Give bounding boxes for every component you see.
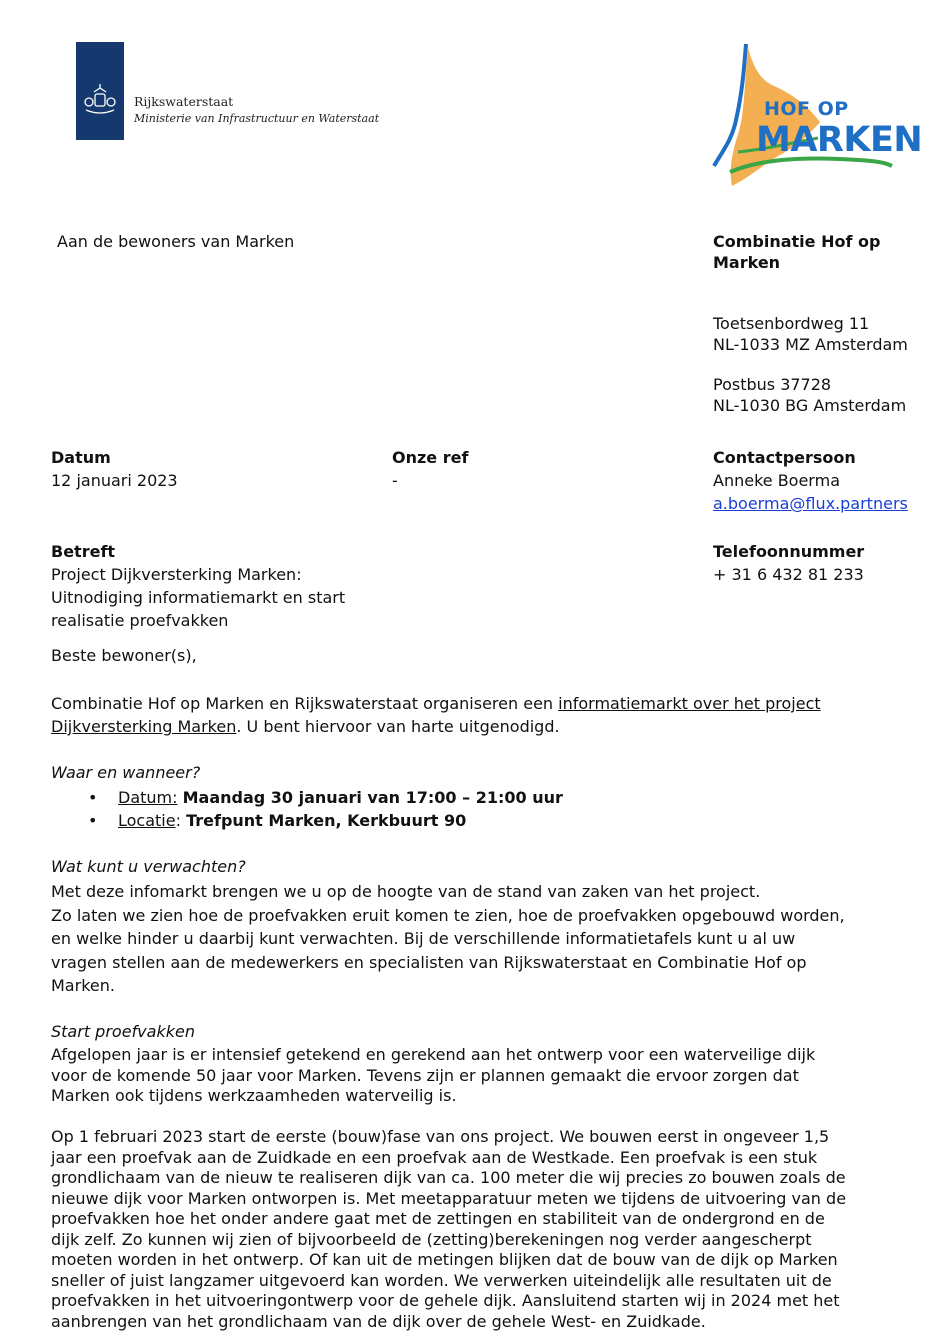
- paragraph-line: aanbrengen van het grondlichaam van de dijk over de gehele West- en Zuidkade.: [51, 1311, 706, 1331]
- sender-address: [713, 314, 908, 355]
- paragraph-line: proefvakken hoe het onder andere gaat met de zettingen en stabiliteit van de ondergrond en de: [51, 1209, 825, 1228]
- betreft-line: realisatie proefvakken: [51, 611, 229, 630]
- sender-street: Toetsenbordweg 11: [713, 314, 870, 333]
- ref-block: [392, 446, 468, 492]
- sender-postbus-number: Postbus 37728: [713, 375, 832, 394]
- list-item-label: Datum:: [118, 788, 178, 807]
- salutation: Beste bewoner(s),: [51, 646, 197, 665]
- contact-name: Anneke Boerma: [713, 471, 840, 490]
- betreft-line: Uitnodiging informatiemarkt en start: [51, 588, 346, 607]
- addressee: Aan de bewoners van Marken: [57, 232, 295, 251]
- list-item-separator: :: [175, 811, 187, 830]
- paragraph-line: Marken ook tijdens werkzaamheden waterveilig is.: [51, 1086, 457, 1105]
- paragraph-line: Op 1 februari 2023 start de eerste (bouw)fase van ons project. We bouwen eerst in ongeveer 1,5: [51, 1127, 830, 1146]
- expect-heading: Wat kunt u verwachten?: [51, 857, 246, 876]
- intro-link-part2[interactable]: Dijkversterking Marken: [51, 717, 237, 736]
- datum-block: [51, 446, 178, 492]
- hof-op-marken-logo: [708, 40, 923, 190]
- royal-crest-icon: [76, 42, 124, 140]
- paragraph-line: voor de komende 50 jaar voor Marken. Tevens zijn er plannen gemaakt die ervoor zorgen dat: [51, 1065, 799, 1085]
- february-paragraph: [51, 1127, 921, 1332]
- phone-value: + 31 6 432 81 233: [713, 565, 864, 584]
- rws-ministry: Ministerie van Infrastructuur en Waterstaat: [134, 112, 380, 125]
- sender-postbus: [713, 375, 906, 416]
- contact-block: [713, 446, 908, 515]
- logo-text-marken: MARKEN: [756, 120, 923, 160]
- rws-name: Rijkswaterstaat: [134, 94, 234, 109]
- list-item: [88, 809, 563, 832]
- paragraph-line: en welke hinder u daarbij kunt verwachten. Bij de verschillende informatietafels kunt u al uw: [51, 929, 796, 948]
- paragraph-line: nieuwe dijk voor Marken ontworpen is. Met meetapparatuur meten we tijdens de uitvoering van de: [51, 1188, 847, 1208]
- bullet-icon: •: [88, 788, 98, 807]
- paragraph-line: grondlichaam van de nieuw te realiseren dijk van ca. 100 meter die wij precies zo bouwen zoals de: [51, 1168, 846, 1187]
- phone-block: [713, 540, 864, 586]
- paragraph-line: Marken.: [51, 976, 115, 995]
- intro-paragraph: [51, 692, 911, 738]
- paragraph-line: Afgelopen jaar is er intensief getekend en gerekend aan het ontwerp voor een waterveilige dijk: [51, 1045, 816, 1064]
- betreft-line: Project Dijkversterking Marken:: [51, 565, 302, 584]
- betreft-label: Betreft: [51, 542, 116, 561]
- intro-text-end: . U bent hiervoor van harte uitgenodigd.: [236, 717, 560, 736]
- paragraph-line: Zo laten we zien hoe de proefvakken eruit komen te zien, hoe de proefvakken opgebouwd worden,: [51, 905, 845, 925]
- list-item-label: Locatie: [118, 811, 176, 830]
- paragraph-line: moeten worden in het ontwerp. Of kan uit de metingen blijken dat de bouw van de dijk op Marken: [51, 1250, 838, 1269]
- bullet-icon: •: [88, 811, 98, 830]
- datum-value: 12 januari 2023: [51, 471, 178, 490]
- list-item-value: Maandag 30 januari van 17:00 – 21:00 uur: [182, 788, 563, 807]
- sender-name-line2: Marken: [713, 252, 781, 272]
- sender-name: [713, 232, 880, 273]
- rijkswaterstaat-logo: [76, 42, 124, 140]
- list-item-value: Trefpunt Marken, Kerkbuurt 90: [186, 811, 467, 830]
- paragraph-line: Met deze infomarkt brengen we u op de hoogte van de stand van zaken van het project.: [51, 882, 761, 901]
- paragraph-line: proefvakken in het uitvoeringontwerp voor de gehele dijk. Aansluitend starten wij in 2024 met het: [51, 1291, 840, 1310]
- logo-text-hof-op: HOF OP: [764, 98, 849, 120]
- contact-label: Contactpersoon: [713, 448, 856, 467]
- paragraph-line: jaar een proefvak aan de Zuidkade en een proefvak aan de Westkade. Een proefvak is een stuk: [51, 1147, 818, 1167]
- list-item: [88, 786, 563, 809]
- start-paragraph: [51, 1045, 921, 1107]
- sender-postcode-city: NL-1033 MZ Amsterdam: [713, 334, 908, 354]
- paragraph-line: vragen stellen aan de medewerkers en specialisten van Rijkswaterstaat en Combinatie Hof op: [51, 952, 807, 972]
- contact-email-link[interactable]: a.boerma@flux.partners: [713, 494, 908, 513]
- paragraph-line: dijk zelf. Zo kunnen wij zien of bijvoorbeeld de (zetting)berekeningen nog verder aangescherpt: [51, 1229, 812, 1249]
- where-heading: Waar en wanneer?: [51, 763, 201, 782]
- paragraph-line: sneller of juist langzamer uitgevoerd kan worden. We verwerken uiteindelijk alle resultaten uit de: [51, 1270, 832, 1290]
- datum-label: Datum: [51, 448, 111, 467]
- sender-postbus-city: NL-1030 BG Amsterdam: [713, 395, 907, 415]
- start-heading: Start proefvakken: [51, 1022, 195, 1041]
- betreft-block: [51, 540, 345, 632]
- intro-link-part1[interactable]: informatiemarkt over het project: [558, 694, 821, 713]
- ref-value: -: [392, 471, 398, 490]
- expect-paragraph: [51, 880, 921, 998]
- sender-name-line1: Combinatie Hof op: [713, 232, 881, 251]
- where-list: [88, 786, 563, 832]
- ref-label: Onze ref: [392, 448, 469, 467]
- phone-label: Telefoonnummer: [713, 542, 865, 561]
- intro-text: Combinatie Hof op Marken en Rijkswaterstaat organiseren een: [51, 694, 559, 713]
